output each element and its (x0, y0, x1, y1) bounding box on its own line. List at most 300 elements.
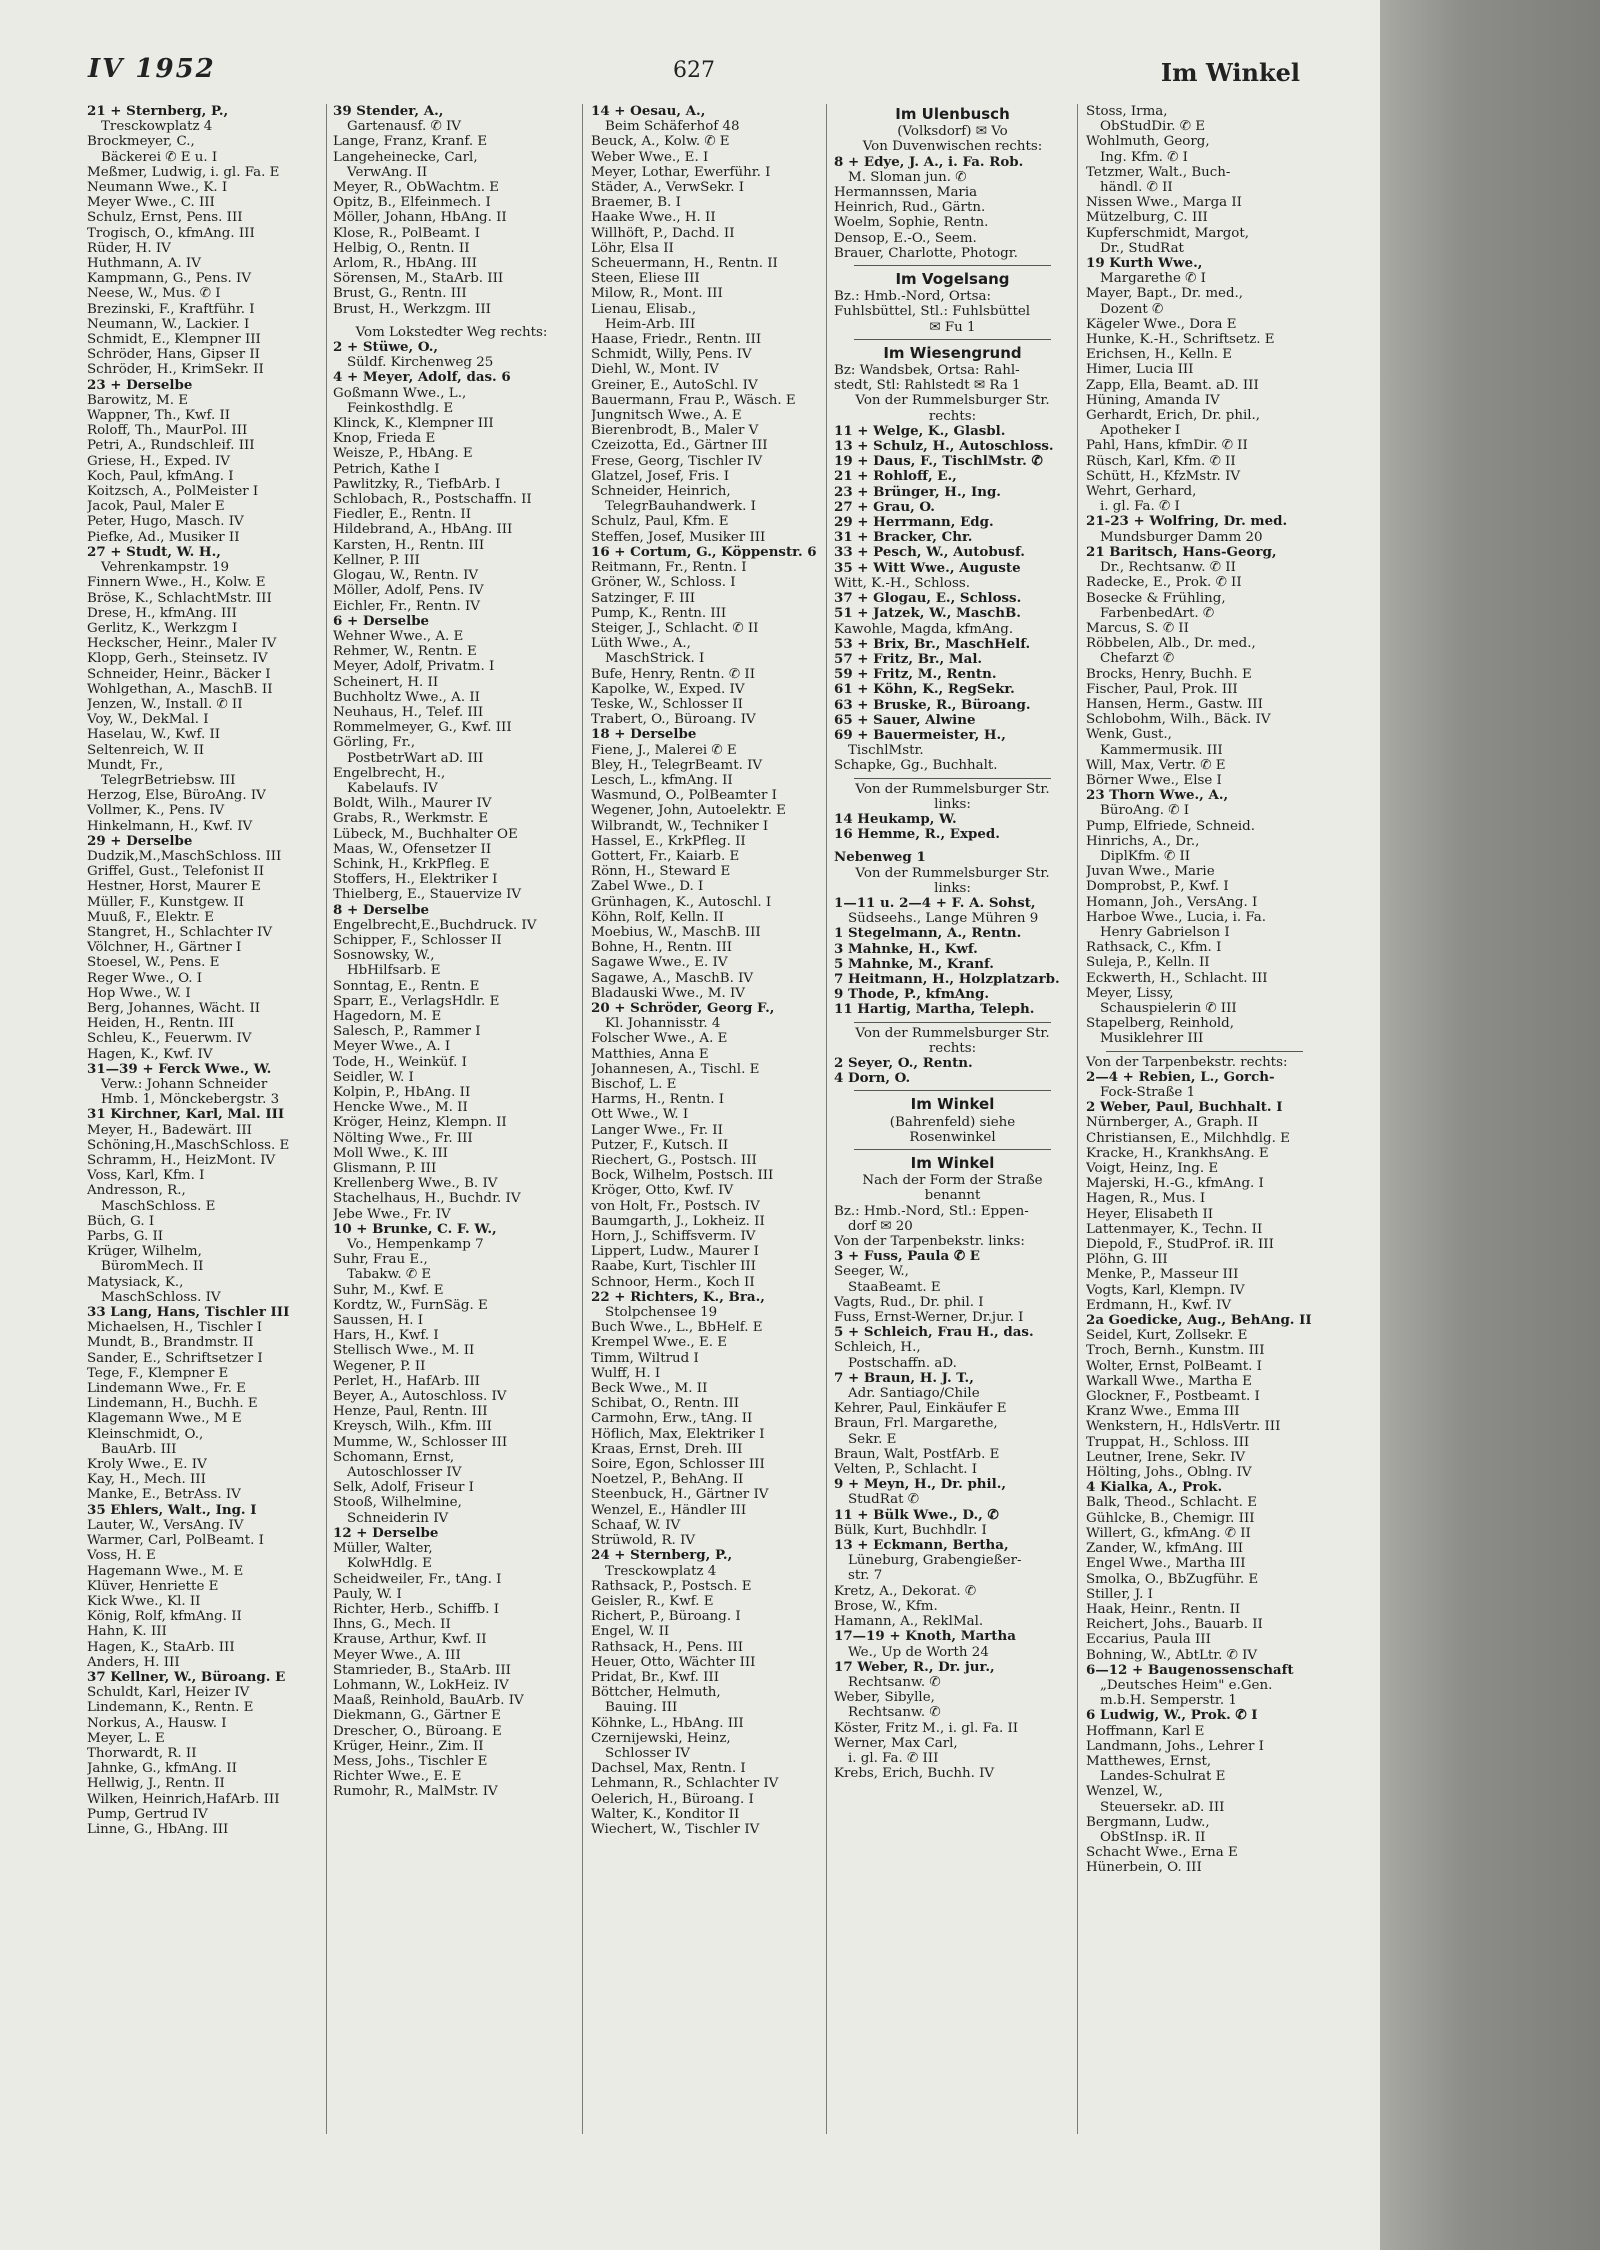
directory-entry: Frese, Georg, Tischler IV (591, 453, 763, 469)
directory-entry: Trabert, O., Büroang. IV (591, 712, 756, 728)
directory-entry: Czernijewski, Heinz, (591, 1730, 731, 1746)
directory-entry: Kl. Johannisstr. 4 (605, 1016, 721, 1032)
directory-entry: Hünerbein, O. III (1086, 1860, 1202, 1876)
directory-entry: Zapp, Ella, Beamt. aD. III (1086, 377, 1259, 393)
directory-entry: Rehmer, W., Rentn. E (333, 644, 477, 660)
directory-entry: Stamrieder, B., StaArb. III (333, 1662, 511, 1678)
directory-entry (834, 774, 1071, 782)
directory-entry: Walter, K., Konditor II (591, 1806, 740, 1822)
directory-entry: Schuldt, Karl, Heizer IV (87, 1685, 250, 1701)
directory-entry: Goßmann Wwe., L., (333, 385, 467, 401)
directory-entry: 7 Heitmann, H., Holzplatzarb. (834, 971, 1060, 987)
directory-entry: Stooß, Wilhelmine, (333, 1495, 462, 1511)
directory-entry: Röbbelen, Alb., Dr. med., (1086, 636, 1256, 652)
directory-entry: 16 + Cortum, G., Köppenstr. 6 (591, 544, 817, 560)
directory-entry: 14 + Oesau, A., (591, 104, 706, 119)
directory-entry: Krebs, Erich, Buchh. IV (834, 1766, 995, 1782)
directory-entry: Schlobach, R., Postschaffn. II (333, 492, 532, 508)
directory-entry: ObStudDir. ✆ E (1100, 119, 1206, 135)
directory-entry: Truppat, H., Schloss. III (1086, 1434, 1250, 1450)
directory-entry: DiplKfm. ✆ II (1100, 848, 1191, 864)
directory-entry: Salesch, P., Rammer I (333, 1024, 481, 1040)
directory-entry: Helbig, O., Rentn. II (333, 240, 470, 256)
directory-entry: Nürnberger, A., Graph. II (1086, 1115, 1259, 1131)
directory-entry: 24 + Sternberg, P., (591, 1548, 733, 1564)
directory-entry: Wegener, P. II (333, 1358, 426, 1374)
directory-entry: Hellwig, J., Rentn. II (87, 1776, 225, 1792)
directory-entry: Kellner, P. III (333, 552, 420, 568)
directory-entry: Baumgarth, J., Lokheiz. II (591, 1213, 765, 1229)
directory-entry: Witt, K.-H., Schloss. (834, 575, 970, 591)
directory-entry: Lindemann, H., Buchh. E (87, 1396, 258, 1412)
directory-entry: Jebe Wwe., Fr. IV (333, 1206, 451, 1222)
directory-entry: Nissen Wwe., Marga II (1086, 195, 1242, 211)
directory-entry: 22 + Richters, K., Bra., (591, 1289, 765, 1305)
directory-entry: Brocks, Henry, Buchh. E (1086, 666, 1252, 682)
directory-entry: Schöning,H.,MaschSchloss. E (87, 1137, 290, 1153)
directory-entry: Bergmann, Ludw., (1086, 1814, 1210, 1830)
directory-entry: Feinkosthdlg. E (347, 400, 454, 416)
directory-entry: Gröner, W., Schloss. I (591, 575, 736, 591)
directory-entry: Landes-Schulrat E (1100, 1769, 1226, 1785)
directory-entry: StaaBeamt. E (848, 1279, 941, 1295)
directory-entry: Schaaf, W. IV (591, 1517, 681, 1533)
directory-entry: Thorwardt, R. II (87, 1745, 197, 1761)
directory-entry: dorf ✉ 20 (848, 1218, 913, 1234)
directory-entry: TelegrBetriebsw. III (101, 772, 236, 788)
directory-entry: Rathsack, P., Postsch. E (591, 1578, 752, 1594)
directory-entry: Mützelburg, C. III (1086, 210, 1208, 226)
directory-entry: Braun, Walt, PostfArb. E (834, 1446, 1000, 1462)
directory-entry: Huthmann, A. IV (87, 256, 201, 272)
directory-entry: Kay, H., Mech. III (87, 1472, 206, 1488)
directory-entry: Plöhn, G. III (1086, 1252, 1168, 1268)
directory-entry: Von der Tarpenbekstr. rechts: (1086, 1054, 1288, 1070)
directory-entry: Schomann, Ernst, (333, 1449, 455, 1465)
directory-entry: Chefarzt ✆ (1100, 651, 1175, 667)
directory-entry: Kretz, A., Dekorat. ✆ (834, 1583, 977, 1599)
directory-entry: Bufe, Henry, Rentn. ✆ II (591, 666, 755, 682)
directory-entry: Schnoor, Herm., Koch II (591, 1274, 755, 1290)
directory-entry: Tabakw. ✆ E (347, 1267, 432, 1283)
directory-entry: von Holt, Fr., Postsch. IV (591, 1198, 760, 1214)
directory-entry: Densop, E.-O., Seem. (834, 230, 977, 246)
directory-entry: links: (934, 796, 971, 812)
directory-entry: Stoffers, H., Elektriker I (333, 872, 498, 888)
directory-entry: 4 + Meyer, Adolf, das. 6 (333, 370, 511, 386)
directory-entry: 13 + Eckmann, Bertha, (834, 1538, 1009, 1554)
directory-entry: Hassel, E., KrkPfleg. II (591, 833, 746, 849)
directory-entry: Pump, Elfriede, Schneid. (1086, 818, 1256, 834)
directory-entry: Vo., Hempenkamp 7 (347, 1237, 484, 1253)
directory-entry: Lange, Franz, Kranf. E (333, 134, 488, 150)
directory-entry: Berg, Johannes, Wächt. II (87, 1000, 261, 1016)
directory-entry: Engelbrecht,E.,Buchdruck. IV (333, 917, 537, 933)
directory-entry: Czeizotta, Ed., Gärtner III (591, 438, 768, 454)
directory-entry: Lattenmayer, K., Techn. II (1086, 1221, 1263, 1237)
directory-entry: Von der Rummelsburger Str. (855, 781, 1050, 797)
directory-entry: Autoschlosser IV (347, 1465, 462, 1481)
directory-entry: TelegrBauhandwerk. I (605, 499, 756, 515)
directory-entry: Fiedler, E., Rentn. II (333, 507, 471, 523)
directory-entry: 2—4 + Rebien, L., Gorch- (1086, 1069, 1275, 1085)
directory-entry: str. 7 (848, 1568, 883, 1584)
directory-entry: Brose, W., Kfm. (834, 1598, 938, 1614)
directory-entry: Langeheinecke, Carl, (333, 149, 478, 165)
directory-entry: Voy, W., DekMal. I (87, 712, 209, 728)
directory-entry: Suhr, M., Kwf. E (333, 1282, 444, 1298)
directory-entry: Stapelberg, Reinhold, (1086, 1016, 1235, 1032)
directory-entry: 51 + Jatzek, W., MaschB. (834, 606, 1021, 622)
directory-entry: Teske, W., Schlosser II (591, 696, 743, 712)
directory-entry: Gottert, Fr., Kaiarb. E (591, 848, 740, 864)
directory-entry: Sörensen, M., StaArb. III (333, 271, 504, 287)
directory-entry: Anders, H. III (87, 1654, 180, 1670)
directory-entry: Bohning, W., AbtLtr. ✆ IV (1086, 1647, 1258, 1663)
directory-entry: Homann, Joh., VersAng. I (1086, 894, 1258, 910)
directory-entry: Wulff, H. I (591, 1365, 661, 1381)
directory-entry: Finnern Wwe., H., Kolw. E (87, 575, 266, 591)
directory-entry: Parbs, G. II (87, 1229, 164, 1245)
directory-entry: Hüning, Amanda IV (1086, 392, 1220, 408)
directory-entry: Gerlitz, K., Werkzgm I (87, 620, 238, 636)
directory-entry: 69 + Bauermeister, H., (834, 727, 1006, 743)
directory-entry: Thielberg, E., Stauervize IV (333, 887, 522, 903)
directory-entry: Gerhardt, Erich, Dr. phil., (1086, 408, 1261, 424)
directory-entry: Rommelmeyer, G., Kwf. III (333, 720, 512, 736)
directory-entry: Pawlitzky, R., TiefbArb. I (333, 476, 501, 492)
directory-entry: Schröder, H., KrimSekr. II (87, 362, 264, 378)
directory-entry: Grabs, R., Werkmstr. E (333, 811, 489, 827)
directory-entry: Glogau, W., Rentn. IV (333, 568, 479, 584)
directory-entry: Lindemann, K., Rentn. E (87, 1700, 254, 1716)
directory-entry: Mayer, Bapt., Dr. med., (1086, 286, 1244, 302)
directory-entry: Schacht Wwe., Erna E (1086, 1845, 1238, 1861)
directory-entry: Geisler, R., Kwf. E (591, 1593, 714, 1609)
directory-entry: stedt, Stl: Rahlstedt ✉ Ra 1 (834, 378, 1021, 394)
directory-entry: MaschStrick. I (605, 651, 705, 667)
directory-entry: Kreysch, Wilh., Kfm. III (333, 1419, 492, 1435)
directory-entry: 3 Mahnke, H., Kwf. (834, 941, 978, 957)
directory-entry: Vogts, Karl, Klempn. IV (1086, 1282, 1245, 1298)
directory-entry: Meyer, L. E (87, 1730, 165, 1746)
directory-entry: Meyer, Lissy, (1086, 985, 1174, 1001)
directory-entry: Lehmann, R., Schlachter IV (591, 1776, 779, 1792)
directory-entry: Seeger, W., (834, 1264, 909, 1280)
directory-entry: Dr., Rechtsanw. ✆ II (1100, 560, 1236, 576)
directory-entry: Stachelhaus, H., Buchdr. IV (333, 1191, 521, 1207)
directory-entry: Mundt, Fr., (87, 757, 164, 773)
directory-entry: Gühlcke, B., Chemigr. III (1086, 1510, 1255, 1526)
directory-entry: Karsten, H., Rentn. III (333, 537, 485, 553)
directory-entry: Schröder, Hans, Gipser II (87, 347, 260, 363)
directory-entry: Schlobohm, Wilh., Bäck. IV (1086, 712, 1271, 728)
directory-entry: 63 + Bruske, R., Büroang. (834, 697, 1031, 713)
directory-entry: Hars, H., Kwf. I (333, 1328, 439, 1344)
directory-entry: Moebius, W., MaschB. III (591, 924, 761, 940)
directory-entry: Beim Schäferhof 48 (605, 119, 740, 135)
directory-entry: 57 + Fritz, Br., Mal. (834, 651, 983, 667)
directory-entry: Mumme, W., Schlosser III (333, 1434, 508, 1450)
directory-entry: Meyer, H., Badewärt. III (87, 1122, 252, 1138)
directory-entry: Steenbuck, H., Gärtner IV (591, 1487, 769, 1503)
directory-entry: Noetzel, P., BehAng. II (591, 1472, 744, 1488)
column-divider (1077, 104, 1078, 2134)
directory-entry: händl. ✆ II (1100, 180, 1173, 196)
directory-entry: Schlosser IV (605, 1745, 690, 1761)
directory-entry: 21 + Rohloff, E., (834, 469, 957, 485)
directory-entry: Smolka, O., BbZugführ. E (1086, 1571, 1259, 1587)
directory-entry: 9 + Meyn, H., Dr. phil., (834, 1477, 1007, 1493)
directory-entry: Saussen, H. I (333, 1313, 424, 1329)
directory-entry: Weber, Sibylle, (834, 1690, 935, 1706)
directory-entry: KolwHdlg. E (347, 1556, 432, 1572)
directory-entry: Bauing. III (605, 1700, 678, 1716)
directory-entry: Haselau, W., Kwf. II (87, 727, 221, 743)
directory-entry: PostbetrWart aD. III (347, 750, 484, 766)
directory-entry: Büch, G. I (87, 1213, 155, 1229)
directory-entry: Bladauski Wwe., M. IV (591, 985, 745, 1001)
directory-entry: Meyer Wwe., A. III (333, 1647, 461, 1663)
directory-entry: Himer, Lucia III (1086, 362, 1194, 378)
directory-entry: 23 Thorn Wwe., A., (1086, 788, 1229, 804)
directory-entry: Petri, A., Rundschleif. III (87, 438, 255, 454)
directory-entry: Neuhaus, H., Telef. III (333, 704, 484, 720)
directory-entry: Südseehs., Lange Mühren 9 (848, 911, 1039, 927)
directory-entry: Wenkstern, H., HdlsVertr. III (1086, 1419, 1281, 1435)
directory-entry: Wiechert, W., Tischler IV (591, 1821, 760, 1837)
directory-entry: Perlet, H., HafArb. III (333, 1373, 480, 1389)
directory-entry: Seltenreich, W. II (87, 742, 205, 758)
directory-entry: Von der Rummelsburger Str. (855, 865, 1050, 881)
directory-entry: Musiklehrer III (1100, 1031, 1204, 1047)
directory-entry: i. gl. Fa. ✆ I (1100, 499, 1180, 515)
directory-entry: Seidel, Kurt, Zollsekr. E (1086, 1328, 1248, 1344)
directory-entry: Matthies, Anna E (591, 1046, 709, 1062)
directory-entry: 27 + Studt, W. H., (87, 544, 221, 560)
directory-entry: König, Rolf, kfmAng. II (87, 1609, 242, 1625)
directory-entry: Rumohr, R., MalMstr. IV (333, 1784, 498, 1800)
directory-entry: Meyer Wwe., A. I (333, 1039, 451, 1055)
directory-entry: Willhöft, P., Dachd. II (591, 225, 735, 241)
directory-entry: Schmidt, Willy, Pens. IV (591, 347, 752, 363)
directory-entry: 7 + Braun, H. J. T., (834, 1370, 974, 1386)
directory-entry: Brust, H., Werkzgm. III (333, 301, 491, 317)
section-heading: Im Vogelsang (895, 272, 1010, 288)
directory-entry: Pahl, Hans, kfmDir. ✆ II (1086, 438, 1248, 454)
directory-entry: Rönn, H., Steward E (591, 864, 731, 880)
directory-entry: Müller, Walter, (333, 1541, 433, 1557)
directory-entry: Lauter, W., VersAng. IV (87, 1517, 244, 1533)
directory-entry: Dozent ✆ (1100, 301, 1164, 317)
directory-entry: 6—12 + Baugenossenschaft (1086, 1662, 1294, 1678)
directory-entry: Hestner, Horst, Maurer E (87, 879, 261, 895)
directory-entry: Matthewes, Ernst, (1086, 1753, 1212, 1769)
directory-entry: 1—11 u. 2—4 + F. A. Sohst, (834, 895, 1036, 911)
directory-entry: Griese, H., Exped. IV (87, 453, 230, 469)
directory-entry: Jenzen, W., Install. ✆ II (87, 696, 243, 712)
directory-entry: Meyer, R., ObWachtm. E (333, 180, 500, 196)
directory-entry: Richter, Herb., Schiffb. I (333, 1601, 500, 1617)
directory-entry: Heckscher, Heinr., Maler IV (87, 636, 277, 652)
directory-entry: Von Duvenwischen rechts: (862, 139, 1043, 155)
directory-entry: Satzinger, F. III (591, 590, 696, 606)
directory-entry: Lienau, Elisab., (591, 301, 697, 317)
directory-entry: Zander, W., kfmAng. III (1086, 1541, 1244, 1557)
directory-entry: 37 + Glogau, E., Schloss. (834, 591, 1022, 607)
directory-entry: 59 + Fritz, M., Rentn. (834, 667, 997, 683)
directory-entry: Hinkelmann, H., Kwf. IV (87, 818, 253, 834)
directory-entry: Bauermann, Frau P., Wäsch. E (591, 392, 796, 408)
directory-entry: Scheidweiler, Fr., tAng. I (333, 1571, 502, 1587)
directory-entry: Erdmann, H., Kwf. IV (1086, 1297, 1232, 1313)
directory-entry: Weisze, P., HbAng. E (333, 446, 473, 462)
directory-entry (834, 335, 1071, 343)
directory-entry: Brust, G., Rentn. III (333, 286, 467, 302)
directory-entry: Riechert, G., Postsch. III (591, 1153, 757, 1169)
directory-entry: Krüger, Heinr., Zim. II (333, 1738, 484, 1754)
directory-entry: Sagawe, A., MaschB. IV (591, 970, 754, 986)
directory-entry: Heim-Arb. III (605, 316, 696, 332)
directory-entry: Adr. Santiago/Chile (848, 1386, 980, 1402)
directory-entry: Hamann, A., ReklMal. (834, 1614, 984, 1630)
directory-entry: Schulz, Ernst, Pens. III (87, 210, 243, 226)
directory-entry: Nach der Form der Straße (862, 1173, 1043, 1189)
directory-entry: Wolter, Ernst, PolBeamt. I (1086, 1358, 1262, 1374)
directory-entry: Matysiack, K., (87, 1274, 184, 1290)
directory-entry: Kapolke, W., Exped. IV (591, 681, 745, 697)
text-column-4 (834, 104, 1071, 1781)
directory-entry: Koitzsch, A., PolMeister I (87, 484, 259, 500)
directory-entry: links: (934, 880, 971, 896)
directory-entry: Stoesel, W., Pens. E (87, 955, 220, 971)
directory-entry: Warmer, Carl, PolBeamt. I (87, 1533, 264, 1549)
directory-entry: 11 Hartig, Martha, Teleph. (834, 1002, 1035, 1018)
directory-entry: 5 + Schleich, Frau H., das. (834, 1325, 1034, 1341)
directory-entry: Manke, E., BetrAss. IV (87, 1487, 241, 1503)
directory-entry: 2 Seyer, O., Rentn. (834, 1055, 973, 1071)
directory-entry: Wohlgethan, A., MaschB. II (87, 681, 273, 697)
directory-entry: Wehrt, Gerhard, (1086, 484, 1197, 500)
directory-entry: Buchholtz Wwe., A. II (333, 689, 480, 705)
directory-entry: Engelbrecht, H., (333, 765, 446, 781)
directory-entry: Grünhagen, K., Autoschl. I (591, 894, 772, 910)
directory-entry: Wenzel, W., (1086, 1784, 1163, 1800)
directory-entry: 27 + Grau, O. (834, 499, 935, 515)
directory-entry: Meyer, Lothar, Ewerführ. I (591, 164, 771, 180)
directory-entry: 6 Ludwig, W., Prok. ✆ I (1086, 1708, 1258, 1724)
directory-entry: Kracke, H., KrankhsAng. E (1086, 1145, 1269, 1161)
directory-entry: Ing. Kfm. ✆ I (1100, 149, 1188, 165)
directory-entry: Leutner, Irene, Sekr. IV (1086, 1449, 1246, 1465)
directory-entry: Städer, A., VerwSekr. I (591, 180, 745, 196)
directory-entry: Fischer, Paul, Prok. III (1086, 681, 1238, 697)
directory-entry: 11 + Welge, K., Glasbl. (834, 423, 1006, 439)
directory-entry: Trogisch, O., kfmAng. III (87, 225, 255, 241)
directory-entry: Hop Wwe., W. I (87, 985, 191, 1001)
directory-entry: 10 + Brunke, C. F. W., (333, 1221, 497, 1237)
directory-entry: Görling, Fr., (333, 735, 416, 751)
directory-entry: Böttcher, Helmuth, (591, 1685, 721, 1701)
directory-entry: Kleinschmidt, O., (87, 1426, 204, 1442)
directory-entry: Beuck, A., Kolw. ✆ E (591, 134, 730, 150)
directory-entry: (Bahrenfeld) siehe (889, 1114, 1016, 1130)
directory-entry: Lindemann Wwe., Fr. E (87, 1381, 246, 1397)
directory-entry: Glismann, P. III (333, 1161, 437, 1177)
directory-entry (333, 317, 570, 325)
directory-entry (834, 261, 1071, 269)
directory-entry: (Volksdorf) ✉ Vo (897, 124, 1008, 140)
directory-entry: Folscher Wwe., A. E (591, 1031, 728, 1047)
directory-entry: Haake Wwe., H. II (591, 210, 716, 226)
directory-entry: Woelm, Sophie, Rentn. (834, 215, 989, 231)
directory-entry: Lippert, Ludw., Maurer I (591, 1244, 759, 1260)
directory-entry: Strüwold, R. IV (591, 1533, 696, 1549)
directory-entry: BüroAng. ✆ I (1100, 803, 1190, 819)
directory-entry: Bäckerei ✆ E u. I (101, 149, 218, 165)
directory-entry: BauArb. III (101, 1441, 177, 1457)
section-heading: Im Wiesengrund (883, 345, 1022, 362)
directory-entry: Tresckowplatz 4 (101, 119, 213, 135)
directory-entry: Willert, G., kfmAng. ✆ II (1086, 1525, 1251, 1541)
directory-entry: Stiller, J. I (1086, 1586, 1153, 1602)
directory-entry: Hagedorn, M. E (333, 1008, 442, 1024)
directory-entry: Drese, H., kfmAng. III (87, 605, 237, 621)
directory-entry: Glatzel, Josef, Fris. I (591, 468, 729, 484)
directory-entry: 13 + Schulz, H., Autoschloss. (834, 439, 1054, 455)
directory-entry: Vollmer, K., Pens. IV (87, 803, 225, 819)
directory-entry: Langer Wwe., Fr. II (591, 1122, 723, 1138)
directory-entry: FarbenbedArt. ✆ (1100, 605, 1215, 621)
directory-entry: Schapke, Gg., Buchhalt. (834, 758, 998, 774)
directory-entry: Kupferschmidt, Margot, (1086, 225, 1249, 241)
directory-entry: Neumann Wwe., K. I (87, 180, 228, 196)
directory-entry: Bz.: Hmb.-Nord, Ortsa: (834, 289, 992, 305)
directory-entry: Opitz, B., Elfeinmech. I (333, 195, 491, 211)
directory-entry: Hmb. 1, Mönckebergstr. 3 (101, 1092, 280, 1108)
directory-entry: Neese, W., Mus. ✆ I (87, 286, 221, 302)
directory-entry: Von der Tarpenbekstr. links: (834, 1234, 1025, 1250)
directory-entry: TischlMstr. (848, 743, 924, 759)
directory-entry: Bz: Wandsbek, Ortsa: Rahl- (834, 363, 1020, 379)
directory-entry: Glockner, F., Postbeamt. I (1086, 1389, 1260, 1405)
directory-entry: Bülk, Kurt, Buchhdlr. I (834, 1522, 987, 1538)
directory-entry: 61 + Köhn, K., RegSekr. (834, 682, 1015, 698)
directory-entry: Hoffmann, Karl E (1086, 1723, 1205, 1739)
directory-entry: Haak, Heinr., Rentn. II (1086, 1601, 1241, 1617)
directory-entry: Hölting, Johs., Oblng. IV (1086, 1465, 1252, 1481)
directory-entry: Bröse, K., SchlachtMstr. III (87, 590, 272, 606)
directory-entry: Sander, E., Schriftsetzer I (87, 1350, 263, 1366)
directory-entry: Bz.: Hmb.-Nord, Stl.: Eppen- (834, 1203, 1029, 1219)
directory-entry: Verw.: Johann Schneider (101, 1077, 268, 1092)
section-heading: Im Ulenbusch (895, 107, 1010, 123)
directory-entry: 20 + Schröder, Georg F., (591, 1000, 775, 1016)
directory-entry: Milow, R., Mont. III (591, 286, 723, 302)
directory-entry: Voss, H. E (87, 1548, 156, 1564)
directory-entry: Klagemann Wwe., M E (87, 1411, 242, 1427)
directory-entry: Brezinski, F., Kraftführ. I (87, 301, 255, 317)
directory-entry: Bosecke & Frühling, (1086, 590, 1226, 606)
directory-entry: MaschSchloss. E (101, 1198, 216, 1214)
directory-entry: Hildebrand, A., HbAng. III (333, 522, 513, 538)
directory-entry: Heinrich, Rud., Gärtn. (834, 200, 986, 216)
directory-entry: Ihns, G., Mech. II (333, 1617, 451, 1633)
directory-entry: Seidler, W. I (333, 1069, 414, 1085)
directory-entry: Eckwerth, H., Schlacht. III (1086, 970, 1268, 986)
directory-entry: Pridat, Br., Kwf. III (591, 1669, 720, 1685)
directory-entry: Weber Wwe., E. I (591, 149, 709, 165)
